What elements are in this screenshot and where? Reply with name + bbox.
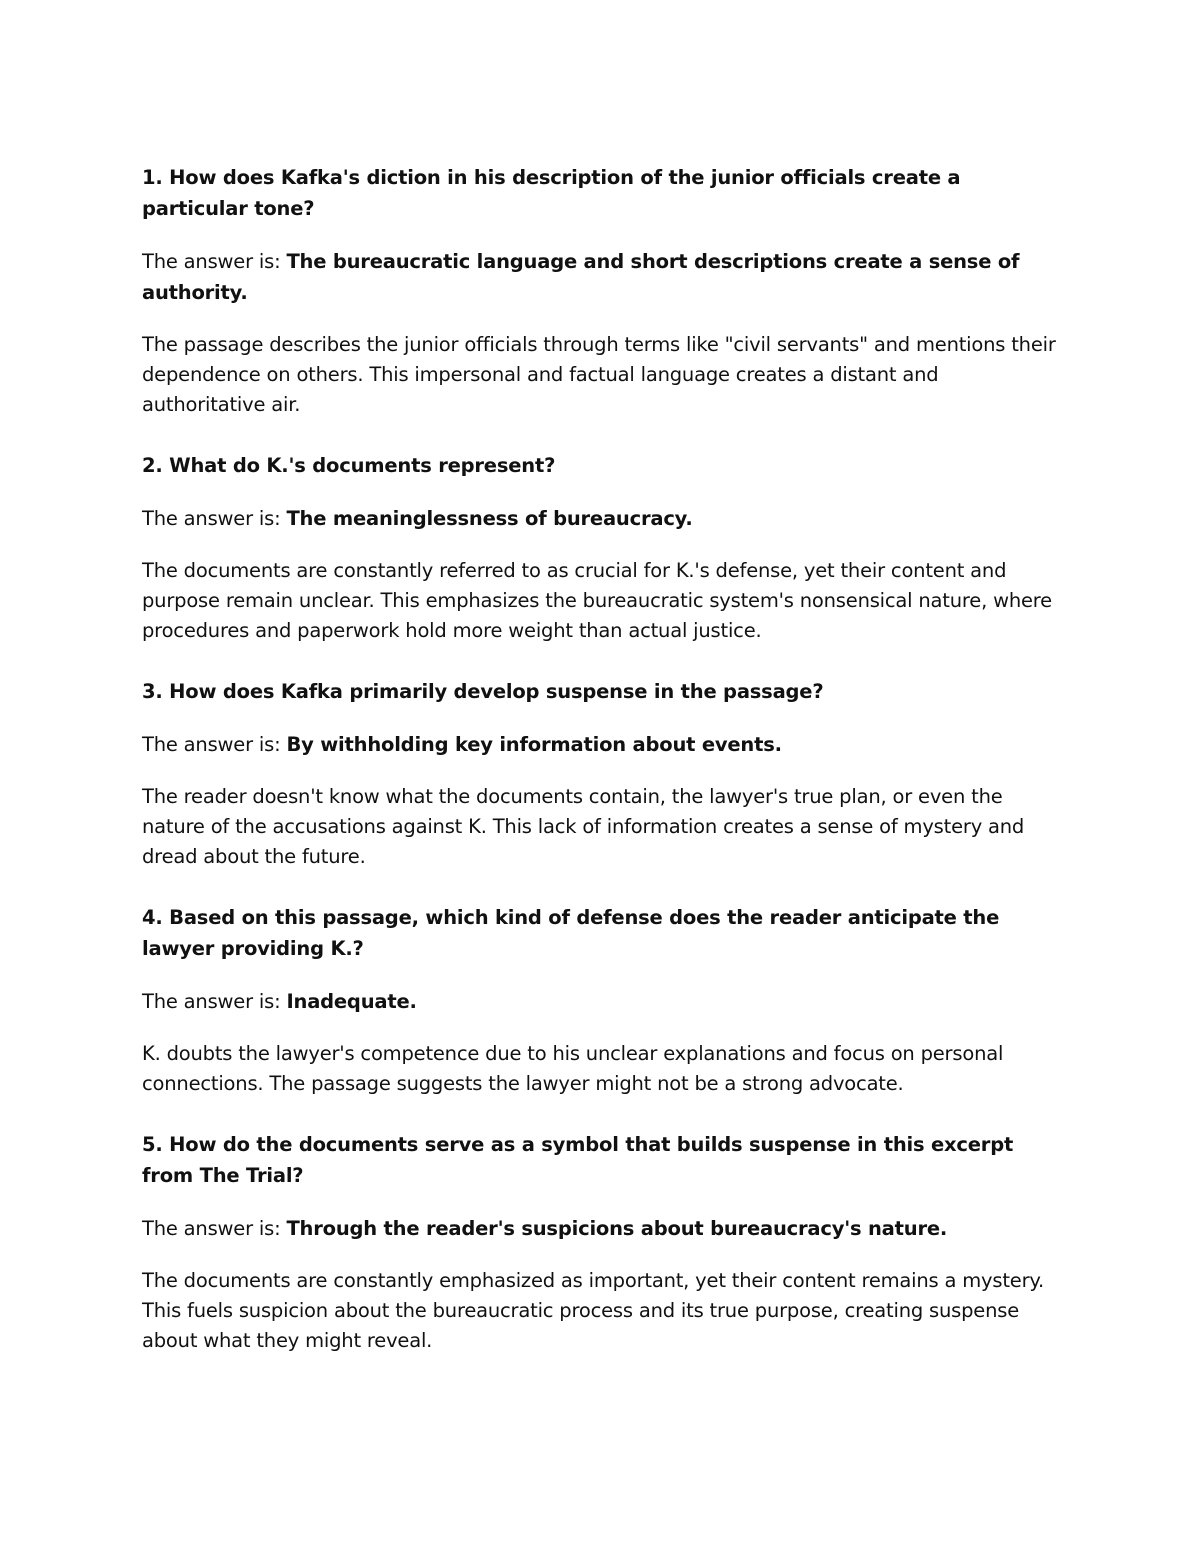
question-2: 2. What do K.'s documents represent? [142,454,556,477]
answer-label: The answer is: [142,1217,281,1240]
answer-value: The meaninglessness of bureaucracy. [286,507,693,530]
question-3: 3. How does Kafka primarily develop suspense in the passage? [142,680,824,703]
answer-4 [142,986,1067,1017]
answer-label: The answer is: [142,507,281,530]
question-5: 5. How do the documents serve as a symbol that builds suspense in this excerpt from The Trial? [142,1133,1014,1187]
qa-block-2 [142,450,1067,646]
qa-block-1 [142,162,1067,420]
document-page [142,162,1067,1386]
qa-block-3 [142,676,1067,872]
answer-value: By withholding key information about events. [286,733,782,756]
answer-value: Inadequate. [286,990,417,1013]
question-1: 1. How does Kafka's diction in his description of the junior officials create a particular tone? [142,166,961,220]
explanation-1: The passage describes the junior officials through terms like "civil servants" and mentions their dependence on others. This impersonal and factual language creates a distant and authoritative air. [142,333,1056,416]
answer-3 [142,729,1067,760]
qa-block-4 [142,902,1067,1099]
answer-label: The answer is: [142,990,281,1013]
answer-value: Through the reader's suspicions about bureaucracy's nature. [286,1217,948,1240]
question-4: 4. Based on this passage, which kind of defense does the reader anticipate the lawyer providing K.? [142,906,1000,960]
explanation-2: The documents are constantly referred to as crucial for K.'s defense, yet their content and purpose remain unclear. This emphasizes the bureaucratic system's nonsensical nature, where procedures and paperwork hold more weight than actual justice. [142,559,1052,642]
explanation-4: K. doubts the lawyer's competence due to his unclear explanations and focus on personal connections. The passage suggests the lawyer might not be a strong advocate. [142,1042,1004,1095]
answer-1 [142,246,1067,308]
explanation-3: The reader doesn't know what the documents contain, the lawyer's true plan, or even the nature of the accusations against K. This lack of information creates a sense of mystery and dread about the future. [142,785,1025,868]
answer-5 [142,1213,1067,1244]
answer-value: The bureaucratic language and short descriptions create a sense of authority. [142,250,1020,304]
qa-block-5 [142,1129,1067,1356]
explanation-5: The documents are constantly emphasized as important, yet their content remains a mystery. This fuels suspicion about the bureaucratic process and its true purpose, creating suspense about what they might reveal. [142,1269,1044,1352]
answer-2 [142,503,1067,534]
answer-label: The answer is: [142,733,281,756]
answer-label: The answer is: [142,250,281,273]
